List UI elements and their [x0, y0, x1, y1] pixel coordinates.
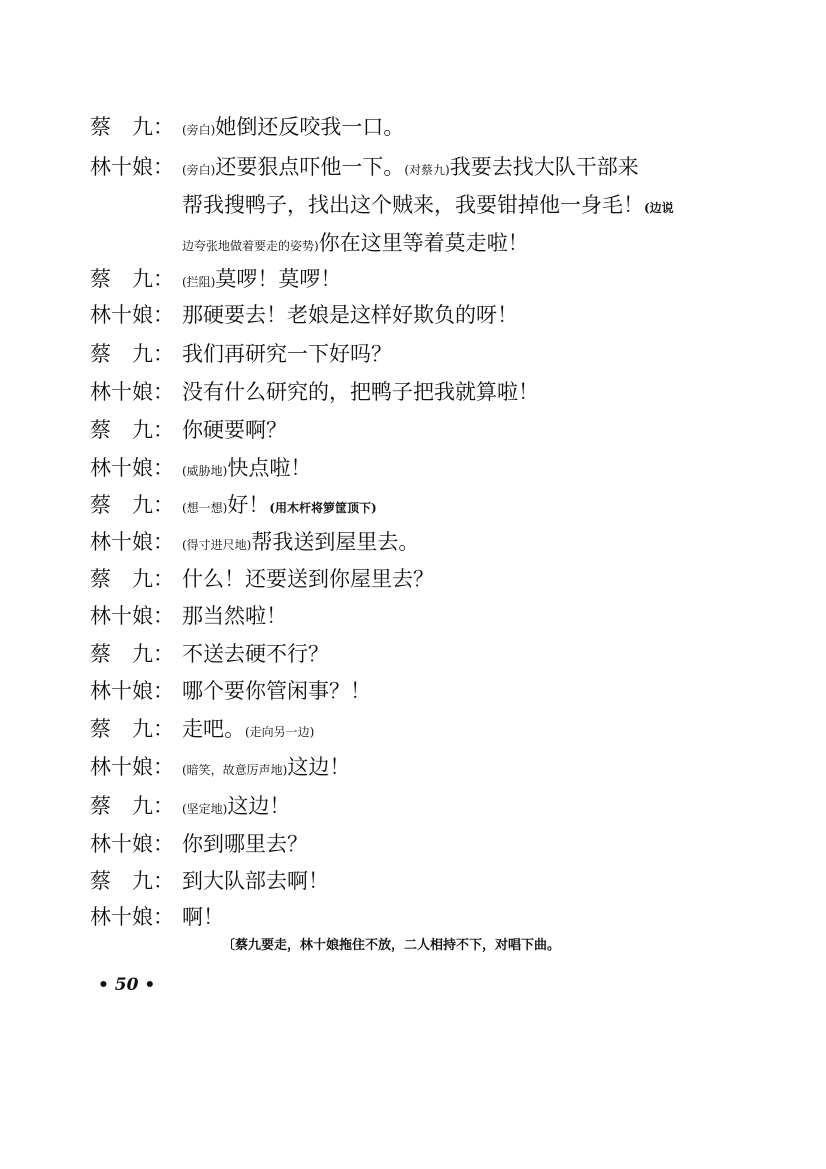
dialogue-text: 莫啰！莫啰！ — [215, 267, 342, 291]
stage-note: (对蔡九) — [404, 163, 450, 177]
stage-note: (走向另一边) — [245, 725, 315, 739]
stage-note: (旁白) — [182, 163, 216, 177]
dialogue-line — [90, 641, 329, 667]
dialogue-line — [90, 603, 287, 629]
dialogue-text: 那硬要去！老娘是这样好欺负的呀！ — [182, 303, 518, 327]
dialogue-line — [90, 341, 392, 367]
stage-note: (坚定地) — [182, 802, 228, 816]
dialogue-text: 这边！ — [287, 755, 351, 779]
speaker-name: 林十娘： — [90, 456, 174, 480]
stage-note: (暗笑，故意厉声地) — [182, 763, 288, 777]
speaker-name: 蔡 九： — [90, 567, 174, 591]
dialogue-continuation — [182, 230, 529, 259]
stage-note: (旁白) — [182, 123, 216, 137]
stage-note: (得寸进尺地) — [182, 538, 252, 552]
speaker-name: 林十娘： — [90, 679, 174, 703]
dialogue-text: 好！ — [227, 493, 270, 517]
dialogue-text: 不送去硬不行？ — [182, 642, 329, 666]
dialogue-text: 到大队部去啊！ — [182, 869, 329, 893]
dialogue-text: 哪个要你管闲事？！ — [182, 679, 371, 703]
speaker-name: 林十娘： — [90, 832, 174, 856]
dialogue-line — [90, 678, 371, 704]
dialogue-line — [90, 154, 639, 183]
speaker-name: 蔡 九： — [90, 115, 174, 139]
dialogue-text: 啊！ — [182, 905, 224, 929]
dialogue-line — [90, 831, 308, 857]
dialogue-line — [90, 793, 290, 822]
dialogue-text: 还要狠点吓他一下。 — [215, 155, 405, 179]
dialogue-line — [90, 566, 434, 592]
speaker-name: 蔡 九： — [90, 493, 174, 517]
speaker-name: 林十娘： — [90, 530, 174, 554]
stage-direction: 〔蔡九要走，林十娘拖住不放，二人相持不下，对唱下曲。 — [222, 938, 561, 953]
speaker-name: 林十娘： — [90, 755, 174, 779]
dialogue-text: 没有什么研究的，把鸭子把我就算啦！ — [182, 380, 539, 404]
dialogue-continuation — [182, 192, 674, 221]
dialogue-line — [90, 754, 350, 783]
dialogue-text: 我们再研究一下好吗？ — [182, 342, 392, 366]
dialogue-text: 这边！ — [227, 794, 291, 818]
speaker-name: 蔡 九： — [90, 267, 174, 291]
dialogue-line — [90, 417, 287, 443]
speaker-name: 林十娘： — [90, 380, 174, 404]
stage-note: 边夸张地做着要走的姿势) — [182, 239, 319, 253]
speaker-name: 林十娘： — [90, 604, 174, 628]
speaker-name: 蔡 九： — [90, 418, 174, 442]
speaker-name: 林十娘： — [90, 155, 174, 179]
dialogue-text: 我要去找大队干部来 — [449, 155, 639, 179]
speaker-name: 蔡 九： — [90, 717, 174, 741]
dialogue-line — [90, 114, 404, 143]
stage-note: (拦阻) — [182, 275, 216, 289]
dialogue-text: 你在这里等着莫走啦！ — [318, 231, 529, 255]
dialogue-text: 走吧。 — [182, 717, 245, 741]
speaker-name: 林十娘： — [90, 303, 174, 327]
dialogue-line — [90, 716, 314, 745]
stage-note: (边说 — [644, 201, 674, 215]
stage-note: (威胁地) — [182, 464, 228, 478]
dialogue-line — [90, 904, 224, 930]
dialogue-line — [90, 379, 539, 405]
speaker-name: 蔡 九： — [90, 342, 174, 366]
dialogue-text: 帮我送到屋里去。 — [251, 530, 420, 554]
speaker-name: 蔡 九： — [90, 642, 174, 666]
speaker-name: 蔡 九： — [90, 869, 174, 893]
dialogue-line — [90, 868, 329, 894]
dialogue-line — [90, 455, 311, 484]
speaker-name: 林十娘： — [90, 905, 174, 929]
page-number: • 50 • — [98, 975, 156, 995]
dialogue-text: 帮我搜鸭子，找出这个贼来，我要钳掉他一身毛！ — [182, 193, 644, 217]
stage-note: (想一想) — [182, 501, 228, 515]
dialogue-line — [90, 529, 419, 558]
dialogue-line — [90, 302, 518, 328]
dialogue-text: 那当然啦！ — [182, 604, 287, 628]
dialogue-text: 快点啦！ — [227, 456, 312, 480]
dialogue-line — [90, 492, 377, 521]
dialogue-text: 你到哪里去？ — [182, 832, 308, 856]
dialogue-text: 什么！还要送到你屋里去？ — [182, 567, 434, 591]
speaker-name: 蔡 九： — [90, 794, 174, 818]
stage-note: (用木杆将箩筐顶下) — [269, 501, 377, 515]
dialogue-text: 你硬要啊？ — [182, 418, 287, 442]
dialogue-text: 她倒还反咬我一口。 — [215, 115, 405, 139]
dialogue-line — [90, 266, 341, 295]
